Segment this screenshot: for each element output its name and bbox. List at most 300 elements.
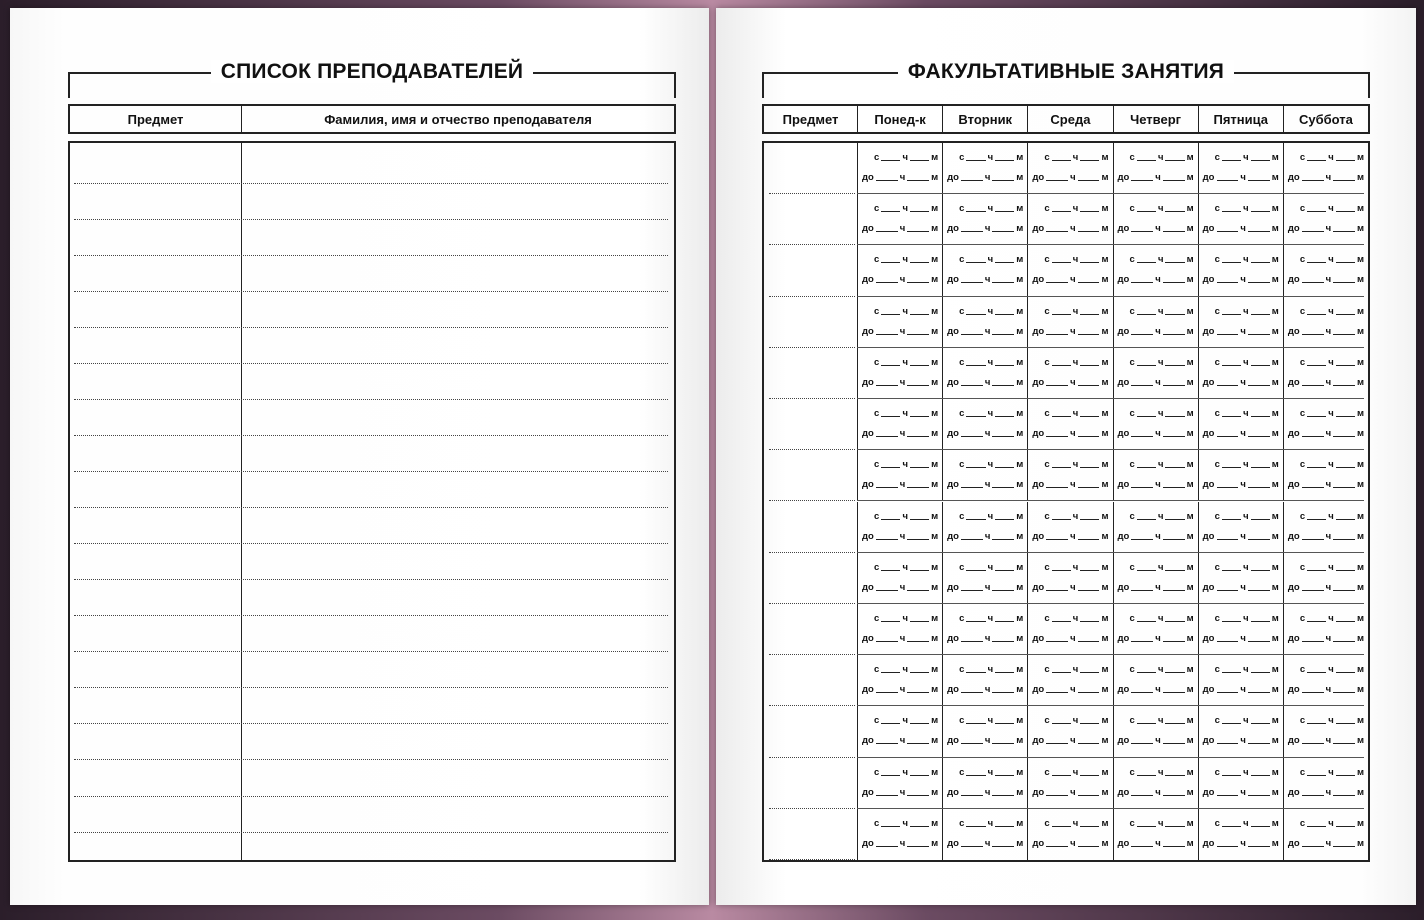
minute-label: м — [1186, 254, 1194, 266]
to-label: до — [1032, 479, 1045, 491]
blank-line — [1222, 775, 1241, 776]
hour-label: ч — [1070, 172, 1076, 183]
minute-label: м — [1101, 305, 1109, 317]
minute-label: м — [1356, 152, 1364, 163]
elective-subject-cell[interactable] — [764, 706, 857, 757]
minute-label: м — [931, 510, 939, 522]
to-label: до — [947, 172, 959, 183]
time-slot-cell[interactable] — [942, 194, 1027, 245]
hour-label: ч — [1325, 172, 1332, 183]
hour-label: ч — [902, 356, 908, 368]
blank-line — [1046, 282, 1068, 283]
from-label: с — [1129, 305, 1135, 317]
hour-label: ч — [1155, 530, 1161, 542]
hour-label: ч — [1325, 428, 1332, 440]
time-slot-cell[interactable] — [1027, 348, 1112, 399]
time-slot-cell[interactable] — [942, 450, 1027, 501]
blank-line — [1248, 692, 1270, 693]
minute-label: м — [1101, 510, 1109, 522]
hour-label: ч — [1243, 817, 1249, 829]
hour-label: ч — [1328, 766, 1334, 778]
teacher-entry-line[interactable] — [74, 832, 668, 833]
blank-line — [966, 262, 985, 263]
blank-line — [1333, 539, 1355, 540]
blank-line — [995, 519, 1014, 520]
time-slot-cell[interactable] — [942, 809, 1027, 860]
blank-line — [1131, 385, 1153, 386]
time-slot-cell[interactable] — [1027, 245, 1112, 296]
teachers-title-frame — [68, 60, 676, 98]
minute-label: м — [1101, 817, 1109, 829]
time-slot-cell[interactable] — [942, 706, 1027, 757]
time-slot-cell[interactable] — [942, 143, 1027, 194]
blank-line — [1078, 795, 1100, 796]
minute-label: м — [1186, 479, 1194, 491]
to-label: до — [1117, 325, 1130, 337]
time-slot-cell[interactable] — [1198, 758, 1283, 809]
from-label: с — [1299, 356, 1306, 368]
teacher-entry-line[interactable] — [74, 543, 668, 544]
time-slot-cell[interactable] — [857, 706, 942, 757]
from-label: с — [1129, 715, 1135, 727]
blank-line — [1163, 334, 1185, 335]
minute-label: м — [1016, 664, 1024, 676]
time-slot-cell[interactable] — [1027, 450, 1112, 501]
elective-subject-cell[interactable] — [764, 758, 857, 809]
minute-label: м — [1186, 356, 1194, 368]
from-label: с — [874, 817, 880, 829]
blank-line — [1302, 385, 1324, 386]
hour-label: ч — [1328, 254, 1334, 266]
time-slot-cell[interactable] — [1113, 297, 1198, 348]
minute-label: м — [931, 664, 939, 676]
minute-label: м — [1101, 581, 1109, 593]
to-label: до — [1287, 223, 1300, 235]
hour-label: ч — [902, 715, 908, 727]
minute-label: м — [1271, 152, 1279, 163]
blank-line — [995, 262, 1014, 263]
blank-line — [1302, 590, 1324, 591]
to-label: до — [1202, 274, 1215, 286]
from-label: с — [874, 664, 880, 676]
time-slot-cell[interactable] — [1113, 758, 1198, 809]
blank-line — [1046, 846, 1068, 847]
blank-line — [1163, 436, 1185, 437]
minute-label: м — [1356, 223, 1364, 235]
time-slot-cell[interactable] — [1113, 809, 1198, 860]
time-slot-cell[interactable] — [1027, 194, 1112, 245]
blank-line — [961, 743, 983, 744]
subject-entry-line — [769, 859, 855, 860]
blank-line — [1046, 795, 1068, 796]
time-slot-cell[interactable] — [1283, 809, 1368, 860]
elective-subject-cell[interactable] — [764, 143, 857, 194]
elective-subject-cell[interactable] — [764, 297, 857, 348]
time-slot-cell[interactable] — [1198, 502, 1283, 553]
header-day: Пятница — [1199, 106, 1284, 132]
time-slot-cell[interactable] — [857, 655, 942, 706]
hour-label: ч — [984, 581, 991, 593]
elective-subject-cell[interactable] — [764, 245, 857, 296]
time-slot-cell[interactable] — [1198, 245, 1283, 296]
time-slot-cell[interactable] — [1027, 143, 1112, 194]
time-slot-cell[interactable] — [1198, 604, 1283, 655]
time-slot-cell[interactable] — [857, 758, 942, 809]
time-slot-cell[interactable] — [1198, 450, 1283, 501]
time-slot-cell[interactable] — [1113, 706, 1198, 757]
blank-line — [1307, 723, 1326, 724]
hour-label: ч — [1243, 356, 1249, 368]
hour-label: ч — [899, 581, 906, 593]
to-label: до — [1117, 223, 1130, 235]
time-slot-cell[interactable] — [1283, 450, 1368, 501]
hour-label: ч — [1325, 325, 1332, 337]
time-slot-cell[interactable] — [857, 502, 942, 553]
minute-label: м — [1101, 376, 1109, 388]
to-label: до — [862, 837, 874, 849]
time-slot-cell[interactable] — [1027, 758, 1112, 809]
hour-label: ч — [1070, 223, 1076, 235]
hour-label: ч — [1325, 837, 1332, 849]
hour-label: ч — [902, 664, 908, 676]
minute-label: м — [1271, 510, 1279, 522]
blank-line — [1137, 467, 1156, 468]
time-slot-cell[interactable] — [1283, 297, 1368, 348]
hour-label: ч — [1325, 376, 1332, 388]
minute-label: м — [1101, 459, 1109, 471]
time-slot-cell[interactable] — [942, 245, 1027, 296]
time-slot-cell[interactable] — [1027, 809, 1112, 860]
time-slot-cell[interactable] — [1283, 348, 1368, 399]
teacher-entry-line[interactable] — [74, 615, 668, 616]
blank-line — [1302, 641, 1324, 642]
time-slot-cell[interactable] — [1027, 655, 1112, 706]
from-label: с — [1129, 203, 1135, 215]
time-slot-cell[interactable] — [1283, 194, 1368, 245]
blank-line — [1217, 487, 1239, 488]
blank-line — [1080, 621, 1099, 622]
hour-label: ч — [987, 254, 994, 266]
to-label: до — [1287, 428, 1300, 440]
from-label: с — [1129, 612, 1135, 624]
time-slot-cell[interactable] — [1113, 655, 1198, 706]
from-label: с — [1129, 510, 1135, 522]
time-slot-cell[interactable] — [1283, 143, 1368, 194]
minute-label: м — [931, 459, 939, 471]
minute-label: м — [1016, 786, 1024, 798]
hour-label: ч — [1157, 254, 1164, 266]
time-slot-cell[interactable] — [857, 809, 942, 860]
blank-line — [1222, 160, 1241, 161]
hour-label: ч — [987, 203, 994, 215]
blank-line — [1080, 519, 1099, 520]
blank-line — [995, 416, 1014, 417]
time-slot-cell[interactable] — [857, 553, 942, 604]
minute-label: м — [1101, 664, 1109, 676]
blank-line — [910, 467, 929, 468]
time-slot-cell[interactable] — [1113, 348, 1198, 399]
teacher-entry-line[interactable] — [74, 651, 668, 652]
hour-label: ч — [987, 817, 994, 829]
elective-row — [764, 502, 1368, 553]
minute-label: м — [1101, 530, 1109, 542]
time-slot-cell[interactable] — [942, 553, 1027, 604]
time-slot-cell[interactable] — [1027, 297, 1112, 348]
hour-label: ч — [1325, 274, 1332, 286]
time-slot-cell[interactable] — [942, 348, 1027, 399]
minute-label: м — [1101, 715, 1109, 727]
minute-label: м — [1016, 305, 1024, 317]
teacher-entry-line[interactable] — [74, 507, 668, 508]
time-slot-cell[interactable] — [942, 297, 1027, 348]
time-slot-cell[interactable] — [1198, 553, 1283, 604]
from-label: с — [1299, 305, 1306, 317]
blank-line — [1302, 692, 1324, 693]
blank-line — [1046, 487, 1068, 488]
minute-label: м — [1271, 530, 1279, 542]
teacher-entry-line[interactable] — [74, 471, 668, 472]
blank-line — [1163, 795, 1185, 796]
from-label: с — [959, 817, 965, 829]
time-slot-cell[interactable] — [1283, 604, 1368, 655]
minute-label: м — [1016, 766, 1024, 778]
minute-label: м — [1356, 817, 1364, 829]
minute-label: м — [931, 223, 939, 235]
blank-line — [1222, 416, 1241, 417]
hour-label: ч — [1240, 735, 1246, 747]
to-label: до — [947, 632, 959, 644]
hour-label: ч — [987, 356, 994, 368]
minute-label: м — [1271, 735, 1279, 747]
elective-subject-cell[interactable] — [764, 809, 857, 860]
hour-label: ч — [1070, 786, 1076, 798]
time-slot-cell[interactable] — [1283, 655, 1368, 706]
elective-subject-cell[interactable] — [764, 604, 857, 655]
hour-label: ч — [899, 428, 906, 440]
time-slot-cell[interactable] — [1198, 399, 1283, 450]
hour-label: ч — [1072, 817, 1079, 829]
time-slot-cell[interactable] — [857, 348, 942, 399]
hour-label: ч — [1325, 479, 1332, 491]
time-slot-cell[interactable] — [1198, 809, 1283, 860]
elective-subject-cell[interactable] — [764, 194, 857, 245]
time-slot-cell[interactable] — [1027, 706, 1112, 757]
from-label: с — [1044, 766, 1050, 778]
hour-label: ч — [984, 479, 991, 491]
time-slot-cell[interactable] — [1198, 655, 1283, 706]
teacher-entry-line[interactable] — [74, 399, 668, 400]
blank-line — [995, 314, 1014, 315]
blank-line — [995, 621, 1014, 622]
time-slot-cell[interactable] — [857, 143, 942, 194]
time-slot-cell[interactable] — [1198, 143, 1283, 194]
time-slot-cell[interactable] — [1113, 143, 1198, 194]
teacher-entry-line[interactable] — [74, 796, 668, 797]
blank-line — [966, 775, 985, 776]
time-slot-cell[interactable] — [1198, 194, 1283, 245]
time-slot-cell[interactable] — [942, 399, 1027, 450]
time-slot-cell[interactable] — [857, 450, 942, 501]
time-slot-cell[interactable] — [857, 604, 942, 655]
hour-label: ч — [1240, 632, 1246, 644]
minute-label: м — [1016, 479, 1024, 491]
blank-line — [966, 416, 985, 417]
time-slot-cell[interactable] — [1113, 245, 1198, 296]
minute-label: м — [1356, 632, 1364, 644]
time-slot-cell[interactable] — [1283, 245, 1368, 296]
from-label: с — [1214, 664, 1220, 676]
time-slot-cell[interactable] — [1027, 604, 1112, 655]
electives-title-frame — [762, 60, 1370, 98]
blank-line — [881, 570, 900, 571]
time-slot-cell[interactable] — [1113, 604, 1198, 655]
to-label: до — [1202, 837, 1215, 849]
blank-line — [1333, 743, 1355, 744]
time-slot-cell[interactable] — [1283, 399, 1368, 450]
minute-label: м — [1186, 530, 1194, 542]
teacher-entry-line[interactable] — [74, 219, 668, 220]
time-slot-cell[interactable] — [1027, 399, 1112, 450]
time-slot-cell[interactable] — [1283, 758, 1368, 809]
elective-subject-cell[interactable] — [764, 553, 857, 604]
hour-label: ч — [984, 684, 991, 696]
minute-label: м — [1016, 172, 1024, 183]
blank-line — [876, 692, 898, 693]
elective-subject-cell[interactable] — [764, 450, 857, 501]
blank-line — [1080, 775, 1099, 776]
hour-label: ч — [902, 766, 908, 778]
from-label: с — [1129, 152, 1135, 163]
teacher-entry-line[interactable] — [74, 255, 668, 256]
hour-label: ч — [1243, 612, 1249, 624]
teacher-entry-line[interactable] — [74, 291, 668, 292]
time-slot-cell[interactable] — [857, 399, 942, 450]
time-slot-cell[interactable] — [1283, 502, 1368, 553]
blank-line — [907, 180, 929, 181]
teacher-entry-line[interactable] — [74, 579, 668, 580]
teacher-entry-line[interactable] — [74, 687, 668, 688]
minute-label: м — [1271, 664, 1279, 676]
blank-line — [1165, 826, 1184, 827]
time-slot-cell[interactable] — [942, 758, 1027, 809]
minute-label: м — [1101, 735, 1109, 747]
time-slot-cell[interactable] — [1283, 553, 1368, 604]
time-slot-cell[interactable] — [857, 194, 942, 245]
minute-label: м — [1016, 408, 1024, 420]
minute-label: м — [1271, 715, 1279, 727]
hour-label: ч — [1240, 223, 1246, 235]
teacher-entry-line[interactable] — [74, 183, 668, 184]
time-slot-cell[interactable] — [1198, 706, 1283, 757]
time-slot-cell[interactable] — [942, 655, 1027, 706]
teacher-entry-line[interactable] — [74, 723, 668, 724]
hour-label: ч — [1325, 530, 1332, 542]
blank-line — [1052, 314, 1071, 315]
from-label: с — [1299, 510, 1306, 522]
teacher-entry-line[interactable] — [74, 363, 668, 364]
blank-line — [1217, 743, 1239, 744]
hour-label: ч — [899, 632, 906, 644]
minute-label: м — [1356, 428, 1364, 440]
minute-label: м — [1186, 376, 1194, 388]
hour-label: ч — [1072, 152, 1079, 163]
minute-label: м — [1271, 223, 1279, 235]
blank-line — [995, 467, 1014, 468]
minute-label: м — [1016, 510, 1024, 522]
minute-label: м — [931, 356, 939, 368]
blank-line — [1165, 467, 1184, 468]
blank-line — [1336, 467, 1355, 468]
blank-line — [1248, 641, 1270, 642]
header-subject: Предмет — [764, 106, 858, 132]
hour-label: ч — [1070, 684, 1076, 696]
hour-label: ч — [1243, 254, 1249, 266]
time-slot-cell[interactable] — [857, 245, 942, 296]
blank-line — [1251, 211, 1270, 212]
from-label: с — [959, 510, 965, 522]
minute-label: м — [1101, 428, 1109, 440]
blank-line — [881, 621, 900, 622]
time-slot-cell[interactable] — [857, 297, 942, 348]
elective-row — [764, 143, 1368, 194]
blank-line — [961, 692, 983, 693]
blank-line — [1078, 846, 1100, 847]
blank-line — [1336, 211, 1355, 212]
time-slot-cell[interactable] — [1027, 553, 1112, 604]
time-slot-cell[interactable] — [1198, 297, 1283, 348]
time-slot-cell[interactable] — [1027, 502, 1112, 553]
blank-line — [961, 539, 983, 540]
from-label: с — [1129, 817, 1135, 829]
minute-label: м — [1271, 356, 1279, 368]
hour-label: ч — [1328, 459, 1334, 471]
to-label: до — [947, 735, 959, 747]
blank-line — [1046, 385, 1068, 386]
time-slot-cell[interactable] — [1113, 194, 1198, 245]
time-slot-cell[interactable] — [1198, 348, 1283, 399]
time-slot-cell[interactable] — [1113, 399, 1198, 450]
time-slot-cell[interactable] — [1113, 450, 1198, 501]
elective-subject-cell[interactable] — [764, 348, 857, 399]
teacher-entry-line[interactable] — [74, 435, 668, 436]
from-label: с — [1044, 664, 1050, 676]
blank-line — [995, 826, 1014, 827]
electives-title: ФАКУЛЬТАТИВНЫЕ ЗАНЯТИЯ — [898, 60, 1234, 83]
minute-label: м — [1271, 766, 1279, 778]
header-day: Четверг — [1114, 106, 1199, 132]
blank-line — [1251, 775, 1270, 776]
teacher-entry-line[interactable] — [74, 327, 668, 328]
blank-line — [1131, 282, 1153, 283]
elective-subject-cell[interactable] — [764, 502, 857, 553]
time-slot-cell[interactable] — [942, 502, 1027, 553]
to-label: до — [1032, 223, 1045, 235]
time-slot-cell[interactable] — [942, 604, 1027, 655]
time-slot-cell[interactable] — [1113, 502, 1198, 553]
blank-line — [966, 621, 985, 622]
elective-subject-cell[interactable] — [764, 655, 857, 706]
blank-line — [1137, 621, 1156, 622]
hour-label: ч — [1070, 581, 1076, 593]
hour-label: ч — [1243, 561, 1249, 573]
minute-label: м — [1016, 632, 1024, 644]
time-slot-cell[interactable] — [1113, 553, 1198, 604]
blank-line — [876, 487, 898, 488]
elective-row — [764, 399, 1368, 450]
teacher-entry-line[interactable] — [74, 759, 668, 760]
elective-subject-cell[interactable] — [764, 399, 857, 450]
time-slot-cell[interactable] — [1283, 706, 1368, 757]
